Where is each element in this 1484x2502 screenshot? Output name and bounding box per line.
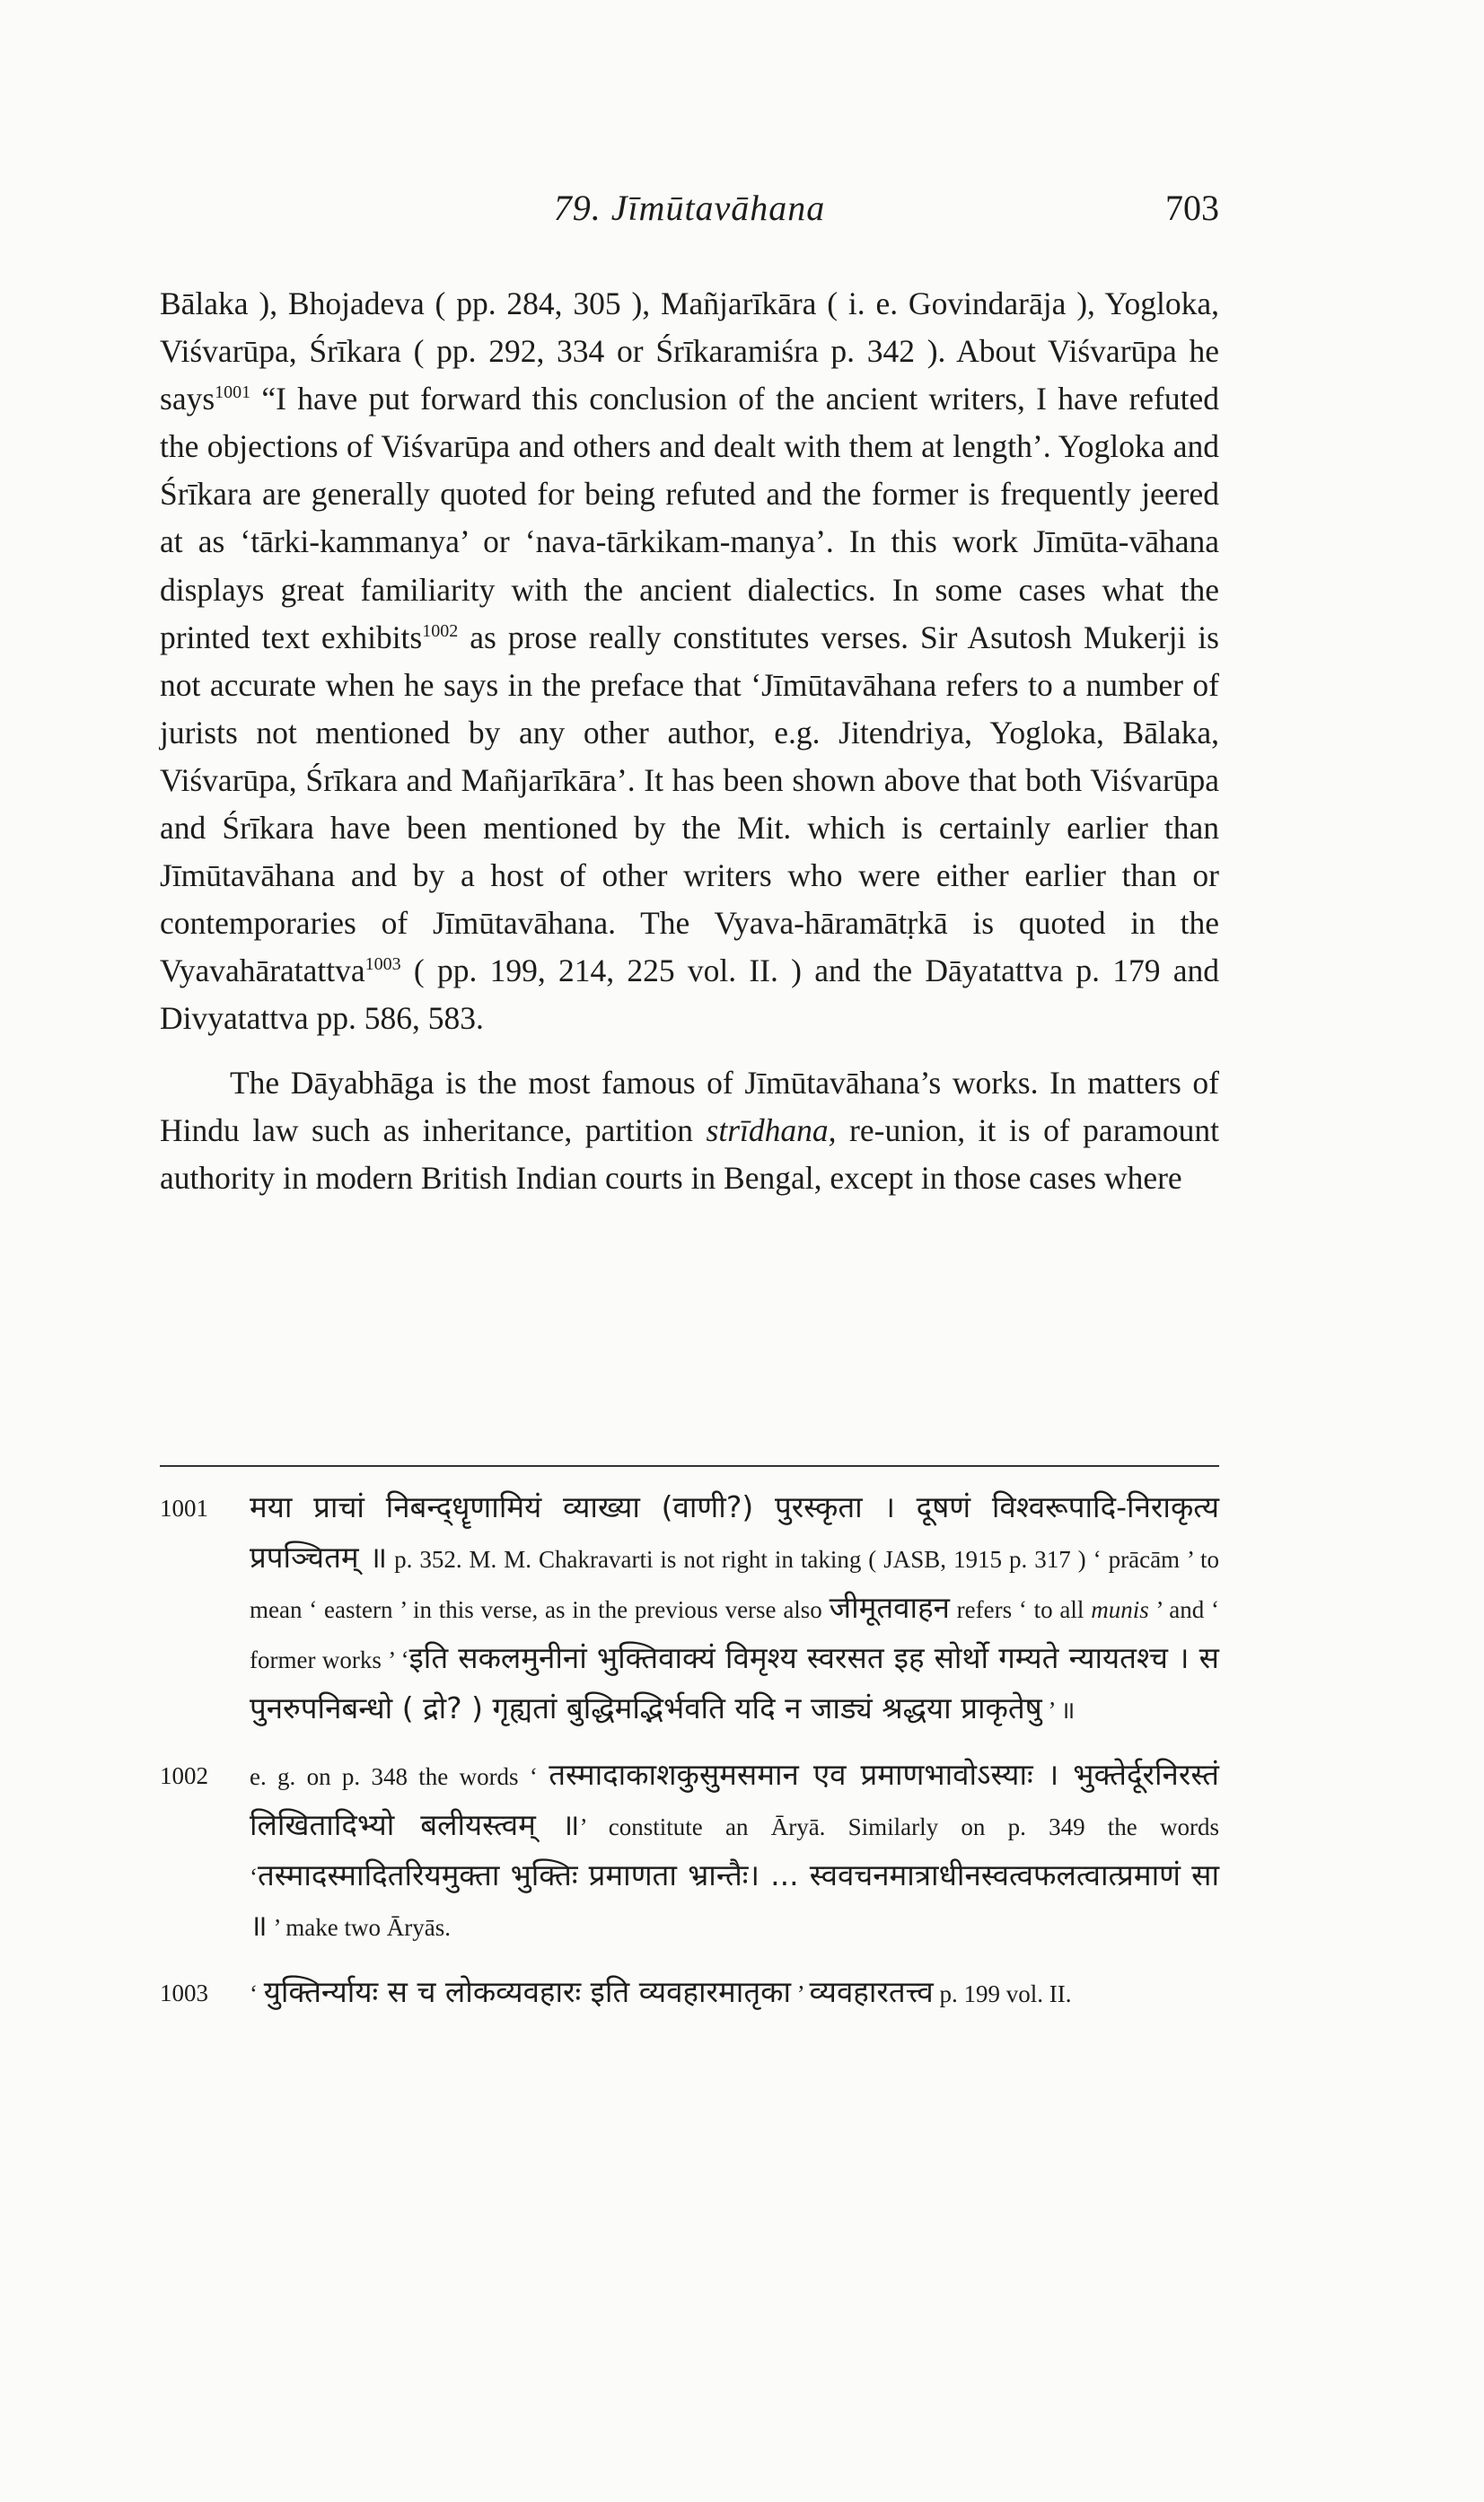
sanskrit-text: तस्मादाकाशकुसुमसमान एव प्रमाणभावोऽस्याः । भुक्तेर्दूरनिरस्तं लिखितादिभ्यो बलीयस्त्वम् ॥ bbox=[250, 1757, 1219, 1842]
footnotes bbox=[160, 1483, 1219, 2034]
sanskrit-text: व्यवहारतत्त्व bbox=[809, 1974, 934, 2009]
text-run: ’ constitute an Āryā. Similarly on p. 349 the words ‘ bbox=[250, 1813, 1219, 1891]
footnote-ref: 1003 bbox=[364, 954, 401, 975]
text-run: ( pp. 199, 214, 225 vol. II. ) and the Dāyatattva p. 179 and Divyatattva pp. 586, 583. bbox=[160, 953, 1219, 1037]
footnote-ref: 1002 bbox=[422, 620, 459, 641]
footnote-text bbox=[250, 1757, 1219, 1943]
footnote bbox=[160, 1483, 1219, 1734]
running-title: 79. Jīmūtavāhana bbox=[553, 188, 826, 228]
text-run: e. g. on p. 348 the words ‘ bbox=[250, 1763, 549, 1790]
text-run: The Dāyabhāga is the most famous of Jīmūtavāhana’s works. In matters of Hindu law such as inheritance, partition bbox=[160, 1064, 1219, 1148]
page-number: 703 bbox=[1165, 188, 1219, 228]
text-run: refers ‘ to all bbox=[949, 1596, 1092, 1623]
text-run: as prose really constitutes verses. Sir Asutosh Mukerji is not accurate when he says in the preface that ‘Jīmūtavāhana refers to a number of jurists not mentioned by any other author, e.g. Jitendriya, Yogloka, Bālaka, Viśvarūpa, Śrīkara and Mañjarīkāra’. It has been shown above that both Viśvarūpa and Śrīkara have been mentioned by the Mit. which is certainly earlier than Jīmūtavāhana and by a host of other writers who were either earlier than or contemporaries of Jīmūtavāhana. The Vyava-hāramātṛkā is quoted in the Vyavahāratattva bbox=[160, 619, 1219, 989]
text-run: ’ bbox=[791, 1980, 810, 2007]
footnote-number: 1001 bbox=[160, 1495, 208, 1522]
paragraph bbox=[160, 280, 1219, 1043]
text-run: p. 352. M. M. Chakravarti is not right in taking ( JASB, 1915 p. 317 ) ‘ prācām ’ to mean ‘ eastern ’ in this verse, as in the previous verse also bbox=[250, 1546, 1219, 1623]
footnote bbox=[160, 1751, 1219, 1952]
text-run: ’ ॥ bbox=[1041, 1697, 1076, 1724]
text-run: Bālaka ), Bhojadeva ( pp. 284, 305 ), Mañjarīkāra ( i. e. Govindarāja ), Yogloka, Viśvarūpa, Śrīkara ( pp. 292, 334 or Śrīkaramiśra p. 342 ). About Viśvarūpa he says bbox=[160, 285, 1219, 417]
footnote-divider bbox=[160, 1465, 1219, 1467]
text-run: p. 199 vol. II. bbox=[933, 1980, 1072, 2007]
footnote-number: 1003 bbox=[160, 1980, 208, 2006]
paragraph bbox=[160, 1059, 1219, 1202]
italic-text: strīdhana, bbox=[706, 1111, 837, 1148]
footnote-ref: 1001 bbox=[215, 382, 251, 403]
text-run: “I have put forward this conclusion of the ancient writers, I have refuted the objections of Viśvarūpa and others and dealt with them at length’. Yogloka and Śrīkara are generally quoted for being refuted and the former is frequently jeered at as ‘tārki-kammanya’ or ‘nava-tārkikam-manya’. In this work Jīmūta-vāhana displays great familiarity with the ancient dialectics. In some cases what the printed text exhibits bbox=[160, 381, 1219, 655]
sanskrit-text: तस्मादस्मादितरियमुक्ता भुक्तिः प्रमाणता भ्रान्तैः। ... स्ववचनमात्राधीनस्वत्वफलत्वात्प्रमाणं सा ॥ bbox=[250, 1857, 1219, 1943]
sanskrit-text: मया प्राचां निबन्द्धॄणामियं व्याख्या (वाणी?) पुरस्कृता । दूषणं विश्वरूपादि-निराकृत्य प्रपञ्चितम् ॥ bbox=[250, 1489, 1219, 1575]
footnote bbox=[160, 1968, 1219, 2018]
footnote-number: 1002 bbox=[160, 1762, 208, 1789]
italic-text: munis bbox=[1091, 1596, 1149, 1623]
text-run: ’ make two Āryās. bbox=[267, 1914, 451, 1941]
main-text bbox=[160, 280, 1219, 1202]
footnote-text bbox=[250, 1974, 1072, 2009]
text-run: ’ and ‘ former works ’ ‘ bbox=[250, 1596, 1219, 1673]
page-header bbox=[160, 187, 1219, 241]
sanskrit-text: युक्तिर्न्यायः स च लोकव्यवहारः इति व्यवहारमातृका bbox=[263, 1974, 792, 2009]
text-run: ‘ bbox=[250, 1980, 264, 2007]
text-run: re-union, it is of paramount authority in modern British Indian courts in Bengal, except in those cases where bbox=[160, 1111, 1219, 1196]
footnote-text bbox=[250, 1489, 1219, 1725]
sanskrit-text: इति सकलमुनीनां भुक्तिवाक्यं विमृश्य स्वरसत इह सोर्थो गम्यते न्यायतश्च । स पुनरुपनिबन्धो ( द्रो? ) गृह्यतां बुद्धिमद्भिर्भवति यदि न जाड्यं श्रद्धया प्राकृतेषु bbox=[250, 1640, 1219, 1725]
sanskrit-text: जीमूतवाहन bbox=[829, 1590, 950, 1625]
